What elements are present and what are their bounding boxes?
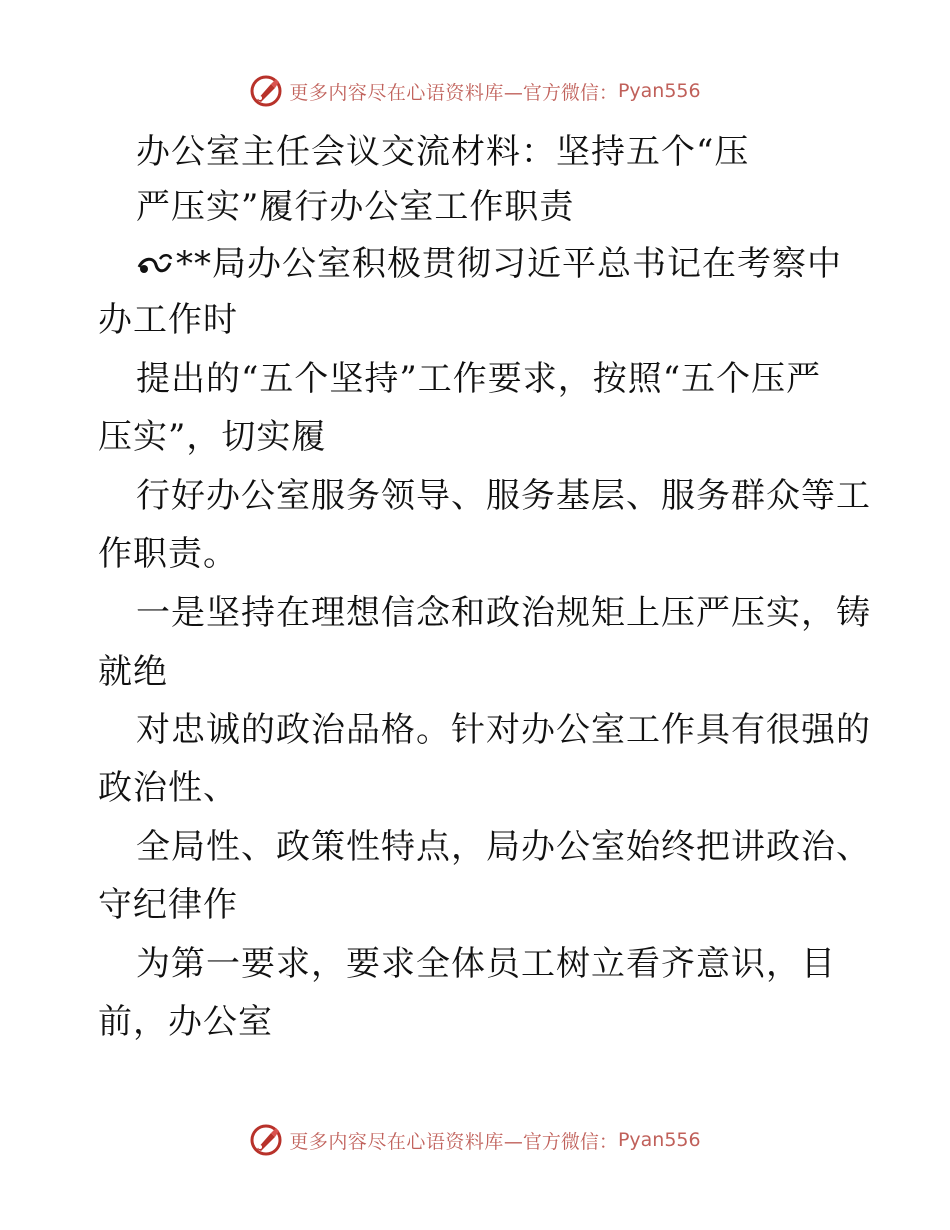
- title-line-2: 严压实”履行办公室工作职责: [136, 187, 575, 227]
- body-line-1: [136, 244, 842, 284]
- header-banner: [0, 71, 950, 111]
- banner-separator-text: —官方微信：: [503, 81, 618, 104]
- body-line-13: 为第一要求，要求全体员工树立看齐意识，目: [136, 944, 836, 984]
- footer-banner: [0, 1120, 950, 1160]
- body-line-14: 前，办公室: [98, 1002, 273, 1042]
- banner-main-text: 更多内容尽在心语资料库: [289, 81, 504, 104]
- body-line-11: 全局性、政策性特点，局办公室始终把讲政治、: [136, 827, 871, 867]
- pen-logo-icon: [249, 1123, 283, 1157]
- body-line-1-text: **局办公室积极贯彻习近平总书记在考察中: [176, 244, 842, 284]
- body-line-9: 对忠诚的政治品格。针对办公室工作具有很强的: [136, 710, 871, 750]
- pen-logo-icon: [249, 74, 283, 108]
- body-line-6: 作职责。: [98, 534, 238, 574]
- body-line-2: 办工作时: [98, 300, 238, 340]
- fleuron-ornament-icon: [136, 248, 174, 278]
- title-line-1: 办公室主任会议交流材料：坚持五个“压: [136, 132, 750, 172]
- body-line-5: 行好办公室服务领导、服务基层、服务群众等工: [136, 476, 871, 516]
- banner-separator-text: —官方微信：: [503, 1130, 618, 1153]
- banner-wechat-id: Pyan556: [617, 80, 701, 102]
- body-line-10: 政治性、: [98, 768, 238, 808]
- body-line-4: 压实”，切实履: [98, 417, 327, 457]
- body-line-7: 一是坚持在理想信念和政治规矩上压严压实，铸: [136, 593, 871, 633]
- body-line-3: 提出的“五个坚持”工作要求，按照“五个压严: [136, 359, 822, 399]
- banner-wechat-id: Pyan556: [617, 1129, 701, 1151]
- body-line-12: 守纪律作: [98, 885, 238, 925]
- banner-main-text: 更多内容尽在心语资料库: [289, 1130, 504, 1153]
- body-line-8: 就绝: [98, 652, 168, 692]
